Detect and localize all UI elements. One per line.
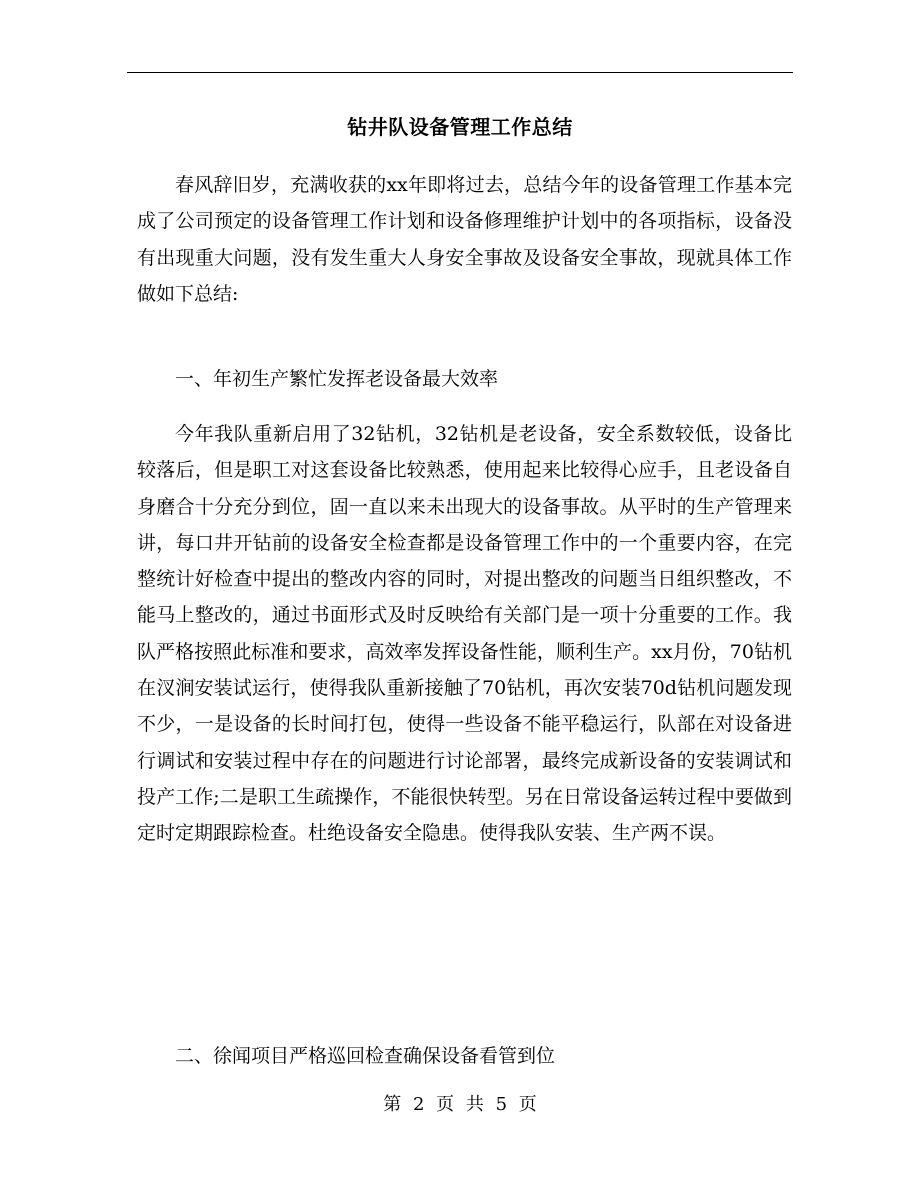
- header-rule: [127, 72, 793, 73]
- intro-paragraph: 春风辞旧岁，充满收获的xx年即将过去，总结今年的设备管理工作基本完成了公司预定的设备管理工作计划和设备修理维护计划中的各项指标，设备没有出现重大问题，没有发生重大人身安全事故及设备安全事故，现就具体工作做如下总结:: [137, 174, 792, 305]
- page-number-footer: 第 2 页 共 5 页: [383, 1094, 537, 1115]
- section-heading-2: 二、徐闻项目严格巡回检查确保设备看管到位: [175, 1045, 556, 1067]
- section-heading-1: 一、年初生产繁忙发挥老设备最大效率: [175, 368, 499, 390]
- document-title: 钻井队设备管理工作总结: [347, 115, 573, 139]
- section-1-paragraph: 今年我队重新启用了32钻机，32钻机是老设备，安全系数较低，设备比较落后，但是职工对这套设备比较熟悉，使用起来比较得心应手，且老设备自身磨合十分充分到位，固一直以来未出现大的设备事故。从平时的生产管理来讲，每口井开钻前的设备安全检查都是设备管理工作中的一个重要内容，在完整统计好检查中提出的整改内容的同时，对提出整改的问题当日组织整改，不能马上整改的，通过书面形式及时反映给有关部门是一项十分重要的工作。我队严格按照此标准和要求，高效率发挥设备性能，顺利生产。xx月份，70钻机在汊涧安装试运行，使得我队重新接触了70钻机，再次安装70d钻机问题发现不少，一是设备的长时间打包，使得一些设备不能平稳运行，队部在对设备进行调试和安装过程中存在的问题进行讨论部署，最终完成新设备的安装调试和投产工作;二是职工生疏操作，不能很快转型。另在日常设备运转过程中要做到定时定期跟踪检查。杜绝设备安全隐患。使得我队安装、生产两不误。: [137, 423, 792, 845]
